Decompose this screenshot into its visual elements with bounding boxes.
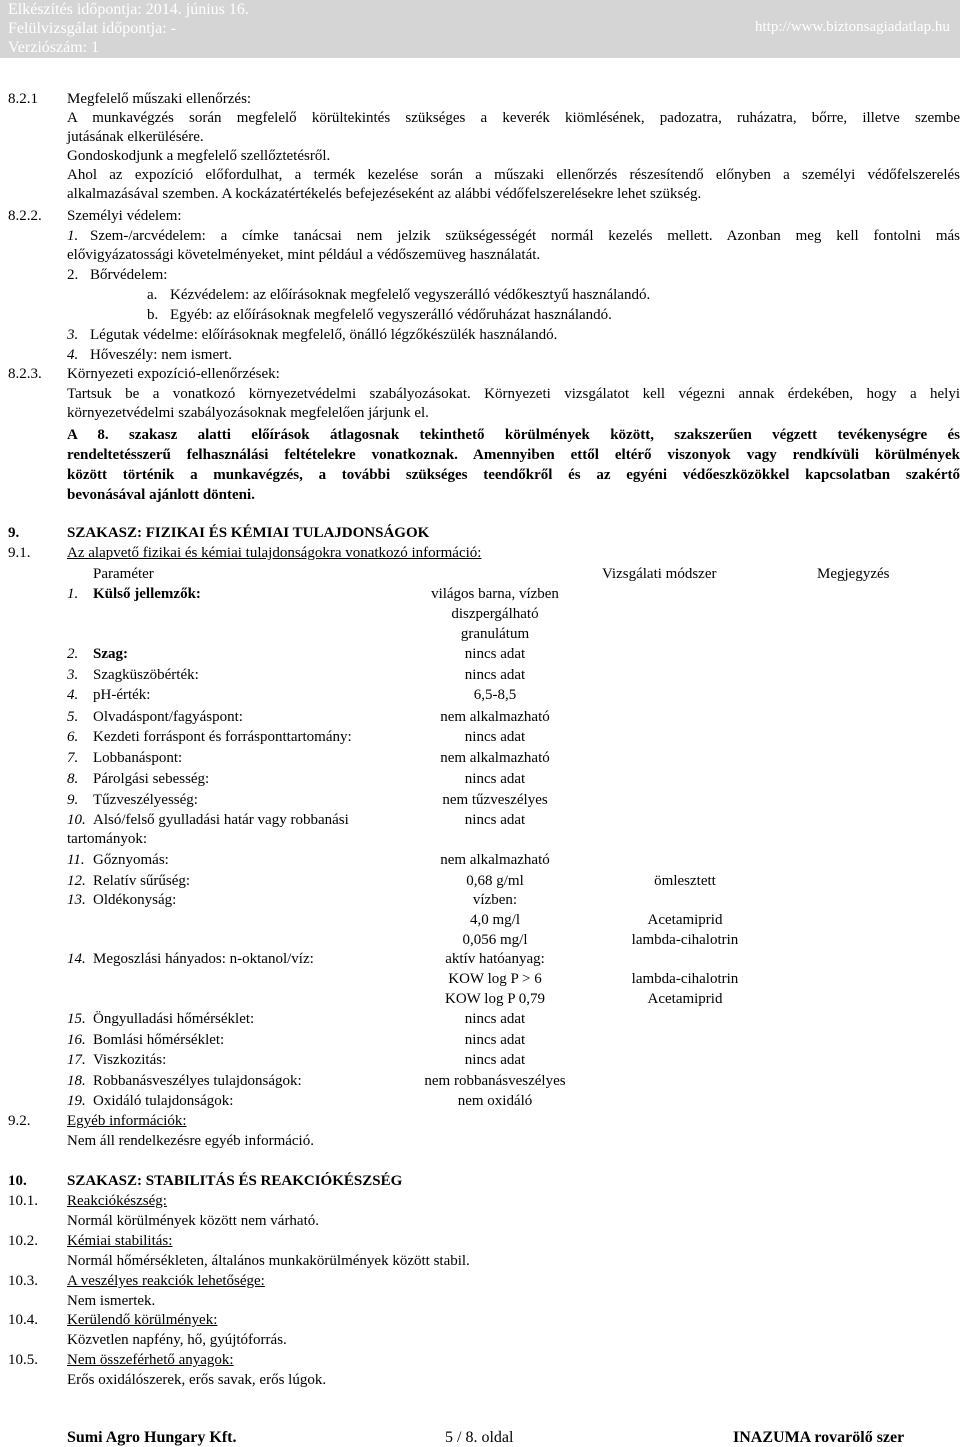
paragraph-line: Gondoskodjunk a megfelelő szellőztetésről. xyxy=(67,148,331,164)
row-number: 19. xyxy=(67,1093,86,1109)
section-heading: SZAKASZ: FIZIKAI ÉS KÉMIAI TULAJDONSÁGOK xyxy=(67,525,430,541)
row-number: 7. xyxy=(67,750,79,766)
paragraph-line: Nem áll rendelkezésre egyéb információ. xyxy=(67,1133,314,1149)
paragraph-line: Nem ismertek. xyxy=(67,1293,156,1309)
row-label: Szagküszöbérték: xyxy=(93,667,199,683)
row-label: Tűzveszélyesség: xyxy=(93,792,198,808)
subsection-title: Kerülendő körülmények: xyxy=(67,1312,218,1328)
row-value: nincs adat xyxy=(464,1032,526,1048)
page-number: 5 / 8. oldal xyxy=(445,1429,514,1446)
subsection-title: Az alapvető fizikai és kémiai tulajdonságokra vonatkozó információ: xyxy=(67,545,482,561)
paragraph-line: alkalmazásával szemben. A kockázatértékelés befejezéseként az alábbi védőfelszerelésekre lehet szükség. xyxy=(67,186,702,202)
row-label: Külső jellemzők: xyxy=(93,586,201,602)
section-title: Megfelelő műszaki ellenőrzés: xyxy=(67,91,252,107)
section-number: 8.2.2. xyxy=(8,208,42,224)
list-item: Szem-/arcvédelem: a címke tanácsai nem jelzik szükségességét normál kezelés mellett. Azonban meg kell fontolni más xyxy=(90,228,960,244)
row-label: Viszkozitás: xyxy=(93,1052,167,1068)
row-label: Kezdeti forráspont és forrásponttartomány: xyxy=(93,729,352,745)
list-number: 1. xyxy=(67,228,79,244)
row-value: nem alkalmazható xyxy=(440,750,550,766)
subsection-title: Egyéb információk: xyxy=(67,1113,187,1129)
row-note: ömlesztett xyxy=(654,873,716,889)
row-value: nem alkalmazható xyxy=(440,709,550,725)
column-header-note: Megjegyzés xyxy=(817,566,890,582)
row-label: Oldékonyság: xyxy=(93,892,177,908)
row-note: lambda-cihalotrin xyxy=(631,971,739,987)
bold-notice-line: rendeltetésszerű felhasználási feltételekre vonatkoznak. Amennyiben ettől eltérő viszonyok vagy rendkívüli körülmények xyxy=(67,447,960,463)
row-value: nincs adat xyxy=(464,646,526,662)
page-header xyxy=(0,0,960,58)
company-name: Sumi Agro Hungary Kft. xyxy=(67,1429,237,1446)
row-value: aktív hatóanyag: xyxy=(445,951,545,967)
list-item: Kézvédelem: az előírásoknak megfelelő vegyszerálló védőkesztyű használandó. xyxy=(170,287,651,303)
review-date: Felülvizsgálat időpontja: - xyxy=(8,20,176,37)
row-label: Oxidáló tulajdonságok: xyxy=(93,1093,234,1109)
row-label: Gőznyomás: xyxy=(93,852,169,868)
paragraph-line: Erős oxidálószerek, erős savak, erős lúgok. xyxy=(67,1372,327,1388)
bold-notice-line: között történik a munkavégzés, a további szükséges teendőkről és az egyéni védőeszközökkel kapcsolatban szakértő xyxy=(67,467,960,483)
paragraph-line: A munkavégzés során megfelelő körültekintés szükséges a keverék kiömlésének, padozatra, ruházatra, bőrre, illetve szembe xyxy=(67,110,960,126)
list-number: 4. xyxy=(67,347,79,363)
subsection-title: Kémiai stabilitás: xyxy=(67,1233,173,1249)
row-value: vízben: xyxy=(472,892,518,908)
row-value: nincs adat xyxy=(464,812,526,828)
row-value: világos barna, vízben xyxy=(431,586,559,602)
list-item: Egyéb: az előírásoknak megfelelő vegyszerálló védőruházat használandó. xyxy=(170,307,612,323)
list-item: elővigyázatossági követelményeket, mint például a védőszemüveg használatát. xyxy=(67,247,541,263)
created-date: Elkészítés időpontja: 2014. június 16. xyxy=(8,1,249,18)
list-number: a. xyxy=(147,287,158,303)
paragraph-line: környezetvédelmi szabályozásoknak megfelelően járjunk el. xyxy=(67,405,429,421)
list-item: Hőveszély: nem ismert. xyxy=(90,347,233,363)
bold-notice-line: bevonásával ajánlott dönteni. xyxy=(67,487,255,503)
row-number: 10. xyxy=(67,812,86,828)
subsection-number: 10.5. xyxy=(8,1352,38,1368)
list-number: 3. xyxy=(67,327,79,343)
list-number: 2. xyxy=(67,267,79,283)
subsection-title: Reakciókészség: xyxy=(67,1193,167,1209)
bold-notice-line: A 8. szakasz alatti előírások átlagosnak tekinthető körülmények között, szakszerűen végzett tevékenységre és xyxy=(67,427,960,443)
row-number: 9. xyxy=(67,792,79,808)
row-number: 11. xyxy=(67,852,85,868)
column-header-parameter: Paraméter xyxy=(93,566,154,582)
section-number: 9. xyxy=(8,525,20,541)
row-number: 12. xyxy=(67,873,86,889)
list-item: Légutak védelme: előírásoknak megfelelő, önálló légzőkészülék használandó. xyxy=(90,327,558,343)
section-number: 8.2.3. xyxy=(8,366,42,382)
section-title: Környezeti expozíció-ellenőrzések: xyxy=(67,366,280,382)
row-value: nem oxidáló xyxy=(457,1093,533,1109)
row-number: 1. xyxy=(67,586,79,602)
row-number: 17. xyxy=(67,1052,86,1068)
subsection-title: A veszélyes reakciók lehetősége: xyxy=(67,1273,265,1289)
row-label: tartományok: xyxy=(67,831,147,847)
row-value: 0,056 mg/l xyxy=(462,932,528,948)
subsection-number: 10.4. xyxy=(8,1312,38,1328)
row-label: Robbanásveszélyes tulajdonságok: xyxy=(93,1073,302,1089)
list-item: Bőrvédelem: xyxy=(90,267,168,283)
row-label: Alsó/felső gyulladási határ vagy robbanási xyxy=(93,812,349,828)
version-number: Verziószám: 1 xyxy=(8,39,100,56)
paragraph-line: Normál körülmények között nem várható. xyxy=(67,1213,320,1229)
website-link[interactable]: http://www.biztonsagiadatlap.hu xyxy=(755,19,950,35)
product-name: INAZUMA rovarölő szer xyxy=(733,1429,905,1446)
row-note: Acetamiprid xyxy=(647,912,723,928)
row-value: nincs adat xyxy=(464,1052,526,1068)
row-value: nem robbanásveszélyes xyxy=(424,1073,566,1089)
row-number: 6. xyxy=(67,729,79,745)
section-number: 8.2.1 xyxy=(8,91,38,107)
row-value: nem tűzveszélyes xyxy=(442,792,548,808)
paragraph-line: Tartsuk be a vonatkozó környezetvédelmi szabályozásokat. Környezeti vizsgálatot kell végezni annak érdekében, hogy a helyi xyxy=(67,386,960,402)
row-label: Öngyulladási hőmérséklet: xyxy=(93,1011,255,1027)
section-number: 10. xyxy=(8,1173,27,1189)
row-number: 3. xyxy=(67,667,79,683)
column-header-method: Vizsgálati módszer xyxy=(602,566,717,582)
row-value: diszpergálható xyxy=(451,606,539,622)
row-label: Szag: xyxy=(93,646,128,662)
subsection-number: 10.2. xyxy=(8,1233,38,1249)
row-value: KOW log P > 6 xyxy=(448,971,542,987)
subsection-number: 9.2. xyxy=(8,1113,31,1129)
list-number: b. xyxy=(147,307,159,323)
subsection-number: 10.1. xyxy=(8,1193,38,1209)
row-label: Relatív sűrűség: xyxy=(93,873,191,889)
row-number: 15. xyxy=(67,1011,86,1027)
row-value: nincs adat xyxy=(464,667,526,683)
row-number: 16. xyxy=(67,1032,86,1048)
row-note: lambda-cihalotrin xyxy=(631,932,739,948)
row-value: KOW log P 0,79 xyxy=(444,991,545,1007)
row-label: Lobbanáspont: xyxy=(93,750,183,766)
paragraph-line: jutásának elkerülésére. xyxy=(67,129,204,145)
row-value: nincs adat xyxy=(464,729,526,745)
row-value: nincs adat xyxy=(464,1011,526,1027)
row-label: pH-érték: xyxy=(93,687,151,703)
row-number: 18. xyxy=(67,1073,86,1089)
row-value: 4,0 mg/l xyxy=(469,912,520,928)
row-note: Acetamiprid xyxy=(647,991,723,1007)
row-number: 8. xyxy=(67,771,79,787)
paragraph-line: Ahol az expozíció előfordulhat, a termék kezelése során a műszaki ellenőrzés részesítendő előnyben a személyi védőfelszerelés xyxy=(67,167,960,183)
subsection-number: 10.3. xyxy=(8,1273,38,1289)
paragraph-line: Normál hőmérsékleten, általános munkakörülmények között stabil. xyxy=(67,1253,470,1269)
row-label: Megoszlási hányados: n-oktanol/víz: xyxy=(93,951,314,967)
row-label: Bomlási hőmérséklet: xyxy=(93,1032,225,1048)
row-value: 6,5-8,5 xyxy=(473,687,517,703)
section-title: Személyi védelem: xyxy=(67,208,182,224)
row-number: 14. xyxy=(67,951,86,967)
row-label: Párolgási sebesség: xyxy=(93,771,210,787)
row-number: 2. xyxy=(67,646,79,662)
subsection-title: Nem összeférhető anyagok: xyxy=(67,1352,234,1368)
row-label: Olvadáspont/fagyáspont: xyxy=(93,709,243,725)
row-number: 13. xyxy=(67,892,86,908)
row-number: 5. xyxy=(67,709,79,725)
row-number: 4. xyxy=(67,687,79,703)
row-value: nem alkalmazható xyxy=(440,852,550,868)
subsection-number: 9.1. xyxy=(8,545,31,561)
row-value: nincs adat xyxy=(464,771,526,787)
row-value: granulátum xyxy=(460,626,530,642)
paragraph-line: Közvetlen napfény, hő, gyújtóforrás. xyxy=(67,1332,287,1348)
row-value: 0,68 g/ml xyxy=(466,873,524,889)
section-heading: SZAKASZ: STABILITÁS ÉS REAKCIÓKÉSZSÉG xyxy=(67,1173,403,1189)
